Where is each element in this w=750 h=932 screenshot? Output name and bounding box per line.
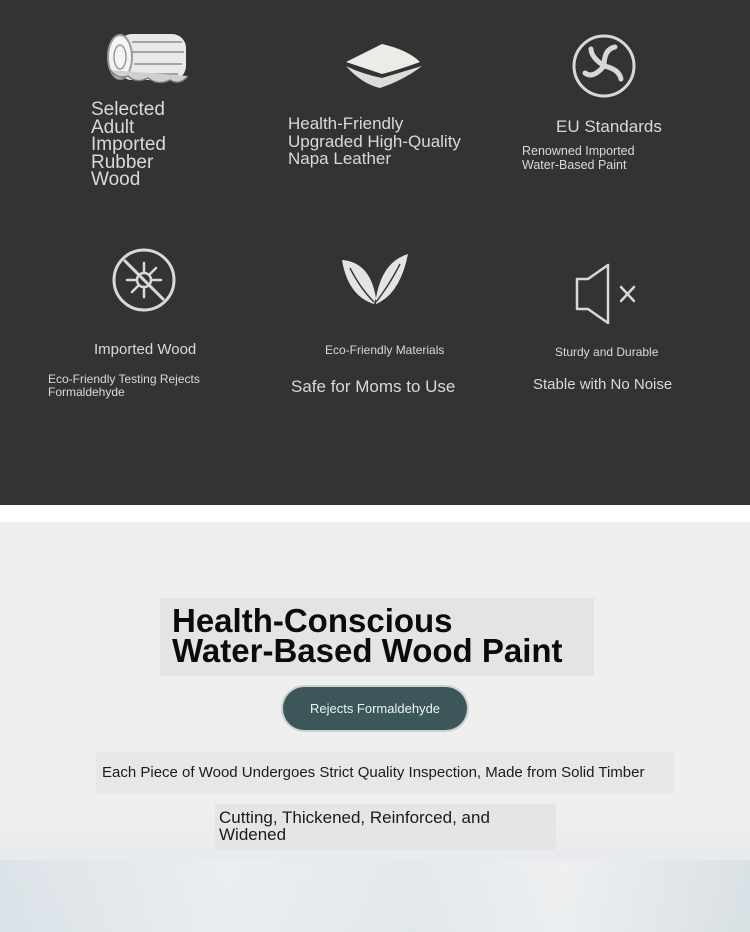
section-divider bbox=[0, 505, 750, 522]
swirl-fan-icon bbox=[571, 33, 637, 99]
feature-title: EU Standards bbox=[556, 117, 662, 136]
feature-subtitle: Stable with No Noise bbox=[533, 376, 673, 393]
background-image bbox=[0, 860, 750, 932]
feature-title: Imported Wood bbox=[94, 341, 197, 358]
features-line-box bbox=[215, 804, 556, 850]
feature-title: Eco-Friendly Materials bbox=[325, 343, 445, 357]
mute-speaker-icon bbox=[574, 263, 640, 325]
section-heading-box bbox=[160, 598, 594, 676]
feature-title: Selected Adult Imported Rubber Wood bbox=[91, 99, 166, 190]
quality-inspection-text: Each Piece of Wood Undergoes Strict Quality Inspection, Made from Solid Timber bbox=[102, 764, 645, 781]
no-bacteria-icon bbox=[111, 247, 177, 313]
cutting-reinforced-text: Cutting, Thickened, Reinforced, and Widened bbox=[219, 808, 490, 844]
wood-log-icon bbox=[104, 30, 190, 86]
feature-subtitle: Safe for Moms to Use bbox=[291, 377, 456, 396]
quality-line-box bbox=[96, 752, 674, 794]
feature-title: Sturdy and Durable bbox=[555, 345, 659, 359]
feature-subtitle: Eco-Friendly Testing Rejects Formaldehyde bbox=[48, 372, 200, 399]
feature-subtitle: Renowned Imported Water-Based Paint bbox=[522, 144, 635, 172]
feature-title: Health-Friendly Upgraded High-Quality Napa Leather bbox=[288, 114, 461, 168]
rejects-formaldehyde-badge[interactable]: Rejects Formaldehyde bbox=[283, 687, 467, 730]
leather-layers-icon bbox=[342, 40, 426, 92]
section-heading: Health-Conscious Water-Based Wood Paint bbox=[172, 602, 563, 669]
leaves-icon bbox=[340, 252, 410, 306]
